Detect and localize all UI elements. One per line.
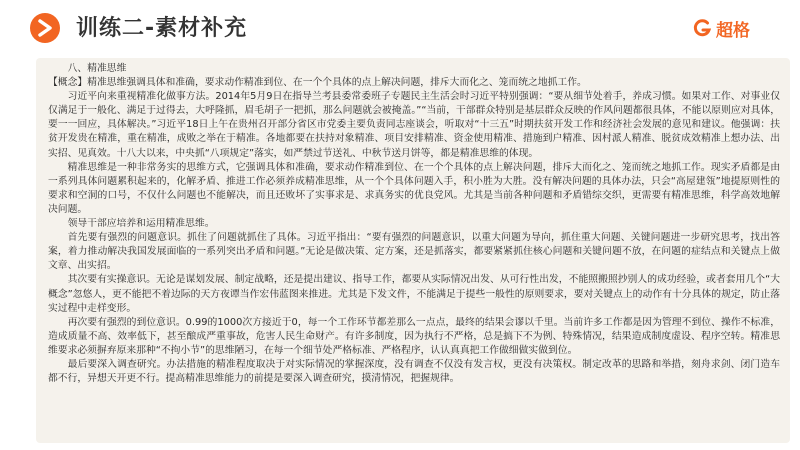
arrow-icon — [30, 13, 60, 43]
concept-paragraph: 【概念】精准思维强调具体和准确，要求动作精准到位、在一个个具体的点上解决问题，排斥大而化之、笼而统之地抓工作。 — [48, 77, 587, 89]
page-title: 训练二-素材补充 — [76, 16, 248, 41]
logo-icon — [692, 18, 712, 38]
content-body — [36, 58, 790, 386]
paragraph: 其次要有实操意识。无论是谋划发展、制定战略，还是提出建议、指导工作，都要从实际情况出发、从可行性出发，不能照搬照抄别人的成功经验，或者套用几个“大概念”忽悠人，更不能把不着边际的天方夜谭当作宏伟蓝图来推进。尤其是下发文件，不能满足于提些一般性的原则要求，要对关键点上的动作有十分具体的规定，防止落实过程中走样变形。 — [48, 274, 780, 314]
logo-text: 超格 — [716, 20, 750, 41]
paragraph: 领导干部应培养和运用精准思维。 — [67, 218, 215, 230]
paragraph: 最后要深入调查研究。办法措施的精准程度取决于对实际情况的掌握深度，没有调查不仅没有发言权，更没有决策权。制定改革的思路和举措，刻舟求剑、闭门造车都不行，异想天开更不行。提高精准思维能力的前提是要深入调查研究，摸清情况，把握规律。 — [48, 358, 780, 385]
section-title: 八、精准思维 — [67, 63, 127, 74]
paragraph: 习近平向来重视精准化做事方法。2014年5月9日在指导兰考县委常委班子专题民主生活会时习近平特别强调：“要从细节处着手，养成习惯。如果对工作、对事业仅仅满足于一般化、满足于过得去，大呼隆抓，眉毛胡子一把抓，那么问题就会被掩盖。”“当前，干部群众特别是基层群众反映的作风问题都很具体，不能以原则应对具体，要一一回应，具体解决。”习近平18日上午在贵州召开部分省区市党委主要负责同志座谈会，听取对“十三五”时期扶贫开发工作和经济社会发展的意见和建议。他强调：扶贫开发贵在精准，重在精准，成败之举在于精准。各地都要在扶持对象精准、项目安排精准、资金使用精准、措施到户精准、因村派人精准、脱贫成效精准上想办法、出实招、见真效。十八大以来，中央抓“八项规定”落实，如严禁过节送礼、中秋节送月饼等，都是精准思维的体现。 — [48, 91, 780, 159]
brand-logo — [692, 16, 750, 40]
paragraph: 再次要有强烈的到位意识。0.99的1000次方接近于0，每一个工作环节都差那么一点点，最终的结果会谬以千里。当前许多工作都是因为管理不到位、操作不标准，造成质量不高、效率低下，甚至酿成严重事故，危害人民生命财产。有许多制度，因为执行不严格，总是搞下不为例、特殊情况，结果造成制度虚设、程序空转。精准思维要求必须摒弃原来那种“不拘小节”的思维陋习，在每一个细节处严格标准、严格程序，认认真真把工作做细做实做到位。 — [48, 316, 780, 356]
paragraph: 精准思维是一种非常务实的思维方式，它强调具体和准确，要求动作精准到位、在一个个具体的点上解决问题，排斥大而化之、笼而统之地抓工作。现实矛盾都是由一系列具体问题累积起来的，化解矛盾、推进工作必须养成精准思维，从一个个具体问题入手，积小胜为大胜。没有解决问题的具体办法，只会“高屋建瓴”地提原则性的要求和空洞的口号，不仅什么问题也不能解决，而且还败坏了实事求是、求真务实的优良党风。尤其是当前各种问题和矛盾错综交织，更需要有精准思维，科学高效地解决问题。 — [48, 161, 780, 215]
paragraph: 首先要有强烈的问题意识。抓住了问题就抓住了具体。习近平指出：“要有强烈的问题意识，以重大问题为导向，抓住重大问题、关键问题进一步研究思考，找出答案，着力推动解决我国发展面临的一系列突出矛盾和问题。”无论是做决策、定方案，还是抓落实，都要紧紧抓住核心问题和关键问题不放，在问题的症结点和关键点上做文章、出实招。 — [48, 232, 780, 272]
content-panel — [36, 58, 790, 443]
header-bar — [0, 0, 800, 55]
